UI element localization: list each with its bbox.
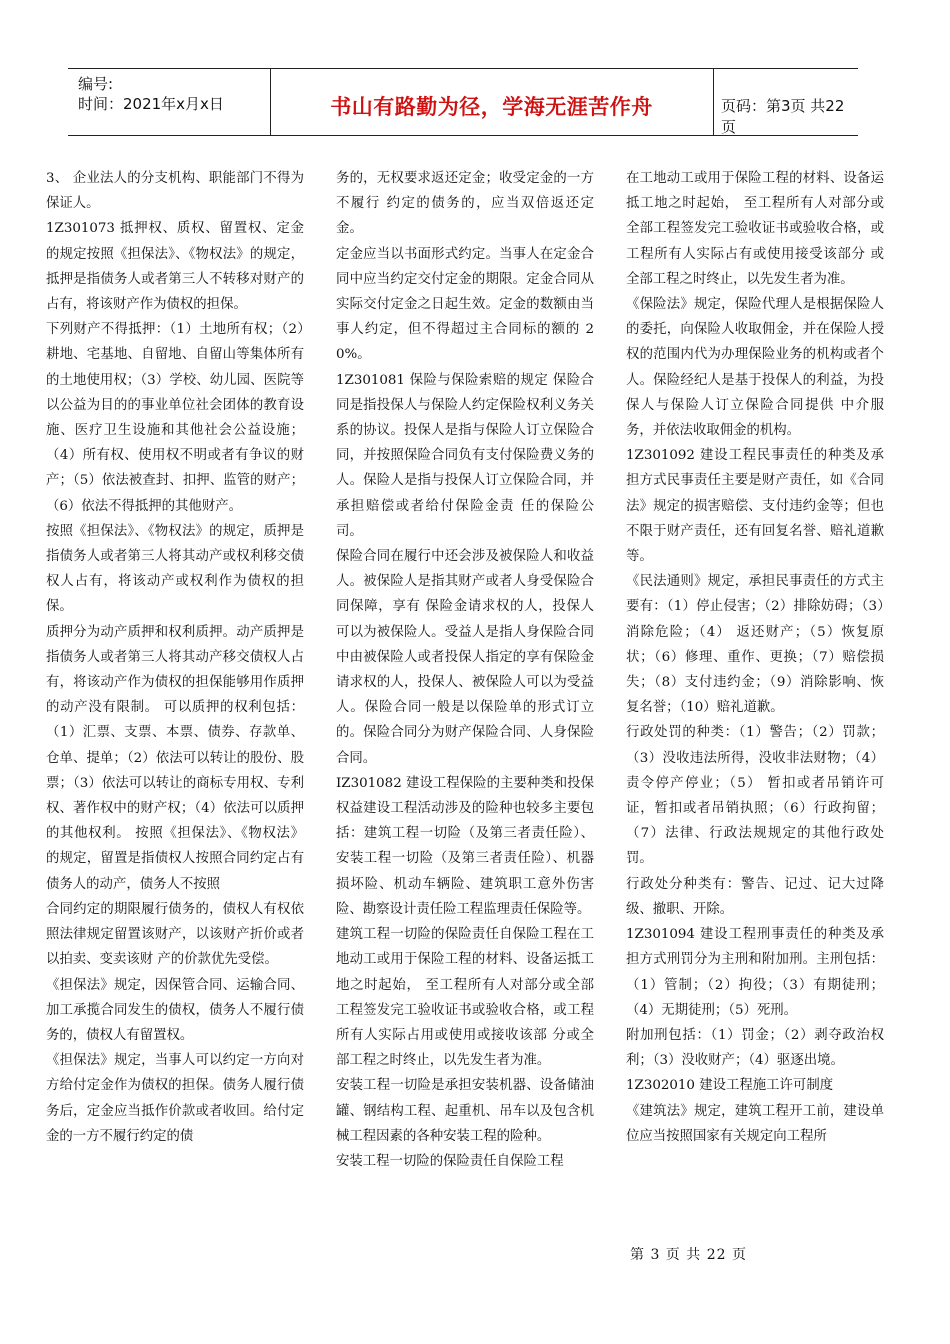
paragraph: 下列财产不得抵押：（1）土地所有权；（2）耕地、宅基地、自留地、自留山等集体所有的土地使用权；（3）学校、幼儿园、医院等以公益为目的的事业单位社会团体的教育设施、医疗卫生设施和其他社会公益设施；（4）所有权、使用权不明或者有争议的财产；（5）依法被查封、扣押、监管的财产；（6）依法不得抵押的其他财产。	[46, 322, 304, 514]
paragraph: 3、 企业法人的分支机构、职能部门不得为保证人。	[46, 171, 304, 212]
paragraph: 行政处罚的种类：（1）警告；（2）罚款；（3）没收违法所得，没收非法财物；（4）责令停产停业；（5） 暂扣或者吊销许可证，暂扣或者吊销执照；（6）行政拘留；（7）法律、行政法规规定的其他行政处罚。	[626, 725, 884, 867]
paragraph: 《担保法》规定，当事人可以约定一方向对方给付定金作为债权的担保。债务人履行债务后，定金应当抵作价款或者收回。给付定金的一方不履行约定的债	[46, 1053, 304, 1144]
header-motto: 书山有路勤为径，学海无涯苦作舟	[330, 95, 653, 119]
paragraph: 安装工程一切险的保险责任自保险工程	[336, 1153, 564, 1169]
paragraph: 1Z301092 建设工程民事责任的种类及承担方式民事责任主要是财产责任，如《合同法》规定的损害赔偿、支付违约金等；但也不限于财产责任，还有回复名誉、赔礼道歉等。	[626, 448, 884, 565]
paragraph: 按照《担保法》、《物权法》的规定，质押是指债务人或者第三人将其动产或权利移交债权人占有，将该动产或权利作为债权的担保。	[46, 523, 304, 615]
header-motto-cell	[270, 69, 714, 135]
paragraph: 1Z301081 保险与保险索赔的规定 保险合同是指投保人与保险人约定保险权利义务关系的协议。投保人是指与保险人订立保险合同，并按照保险合同负有支付保险费义务的人。保险人是指与投保人订立保险合同，并承担赔偿或者给付保险金责 任的保险公司。	[336, 372, 594, 539]
paragraph: 质押分为动产质押和权利质押。动产质押是指债务人或者第三人将其动产移交债权人占有，将该动产作为债权的担保能够用作质押的动产没有限制。 可以质押的权利包括：（1）汇票、支票、本票、债券、存款单、仓单、提单；（2）依法可以转让的股份、股票；（3）依法可以转让的商标专用权、专利权、著作权中的财产权；（4）依法可以质押的其他权利。 按照《担保法》、《物权法》的规定，留置是指债权人按照合同约定占有债务人的动产，债务人不按照	[46, 624, 304, 892]
paragraph: 1Z301073 抵押权、质权、留置权、定金的规定按照《担保法》、《物权法》的规定，抵押是指债务人或者第三人不转移对财产的占有，将该财产作为债权的担保。	[46, 221, 304, 313]
header-table	[68, 68, 858, 136]
paragraph: 建筑工程一切险的保险责任自保险工程在工地动工或用于保险工程的材料、设备运抵工地之时起始， 至工程所有人对部分或全部工程签发完工验收证书或验收合格，或工程所有人实际占用或使用或接收该部 分或全部工程之时终止，以先发生者为准。	[336, 927, 594, 1069]
text-column-1	[46, 166, 304, 1149]
document-date-label: 时间：2021年x月x日	[78, 95, 224, 113]
paragraph: 《建筑法》规定，建筑工程开工前，建设单位应当按照国家有关规定向工程所	[626, 1103, 884, 1144]
header-page-cell	[713, 69, 858, 135]
document-number-label: 编号:	[78, 75, 114, 93]
paragraph: 安装工程一切险是承担安装机器、设备储油罐、钢结构工程、起重机、吊车以及包含机械工程因素的各种安装工程的险种。	[336, 1078, 594, 1144]
text-column-3	[626, 166, 884, 1149]
paragraph: 在工地动工或用于保险工程的材料、设备运抵工地之时起始， 至工程所有人对部分或全部工程签发完工验收证书或验收合格，或工程所有人实际占有或使用接受该部分 或全部工程之时终止，以先发生者为准。	[626, 171, 884, 287]
paragraph: 行政处分种类有：警告、记过、记大过降级、撤职、开除。	[626, 876, 884, 917]
paragraph: 1Z302010 建设工程施工许可制度	[626, 1078, 834, 1094]
paragraph: 附加刑包括：（1）罚金；（2）剥夺政治权利；（3）没收财产；（4）驱逐出境。	[626, 1027, 884, 1069]
header-page-info: 页码：第3页 共22页	[721, 97, 845, 136]
header-info-cell	[68, 69, 271, 135]
paragraph: 定金应当以书面形式约定。当事人在定金合同中应当约定交付定金的期限。定金合同从实际交付定金之日起生效。定金的数额由当事人约定，但不得超过主合同标的额的 20%。	[336, 246, 594, 363]
paragraph: 合同约定的期限履行债务的，债权人有权依照法律规定留置该财产，以该财产折价或者以拍卖、变卖该财 产的价款优先受偿。	[46, 901, 304, 968]
paragraph: 保险合同在履行中还会涉及被保险人和收益人。被保险人是指其财产或者人身受保险合同保障，享有 保险金请求权的人，投保人可以为被保险人。受益人是指人身保险合同中由被保险人或者投保人指定的享有保险金请求权的人，投保人、被保险人可以为受益人。保险合同一般是以保险单的形式订立的。保险合同分为财产保险合同、人身保险合同。	[336, 549, 594, 766]
page-footer: 第 3 页 共 22 页	[630, 1247, 747, 1263]
paragraph: 《保险法》规定，保险代理人是根据保险人的委托，向保险人收取佣金，并在保险人授权的范围内代为办理保险业务的机构或者个人。保险经纪人是基于投保人的利益，为投保人与保险人订立保险合同提供 中介服务，并依法收取佣金的机构。	[626, 297, 884, 439]
text-column-2	[336, 166, 594, 1174]
paragraph: 《担保法》规定，因保管合同、运输合同、加工承揽合同发生的债权，债务人不履行债务的，债权人有留置权。	[46, 977, 304, 1043]
paragraph: IZ301082 建设工程保险的主要种类和投保权益建设工程活动涉及的险种也较多主要包括：建筑工程一切险（及第三者责任险）、安装工程一切险（及第三者责任险）、机器损坏险、机动车辆险、建筑职工意外伤害险、勘察设计责任险工程监理责任保险等。	[336, 775, 594, 917]
paragraph: 务的，无权要求返还定金；收受定金的一方不履行 约定的债务的，应当双倍返还定金。	[336, 171, 594, 237]
paragraph: 1Z301094 建设工程刑事责任的种类及承担方式刑罚分为主刑和附加刑。主刑包括：（1）管制；（2）拘役；（3）有期徒刑；（4）无期徒刑；（5）死刑。	[626, 927, 884, 1018]
paragraph: 《民法通则》规定，承担民事责任的方式主要有：（1）停止侵害；（2）排除妨碍；（3）消除危险；（4） 返还财产；（5）恢复原状；（6）修理、重作、更换；（7）赔偿损失；（8）支付违约金；（9）消除影响、恢 复名誉；（10）赔礼道歉。	[626, 574, 884, 716]
